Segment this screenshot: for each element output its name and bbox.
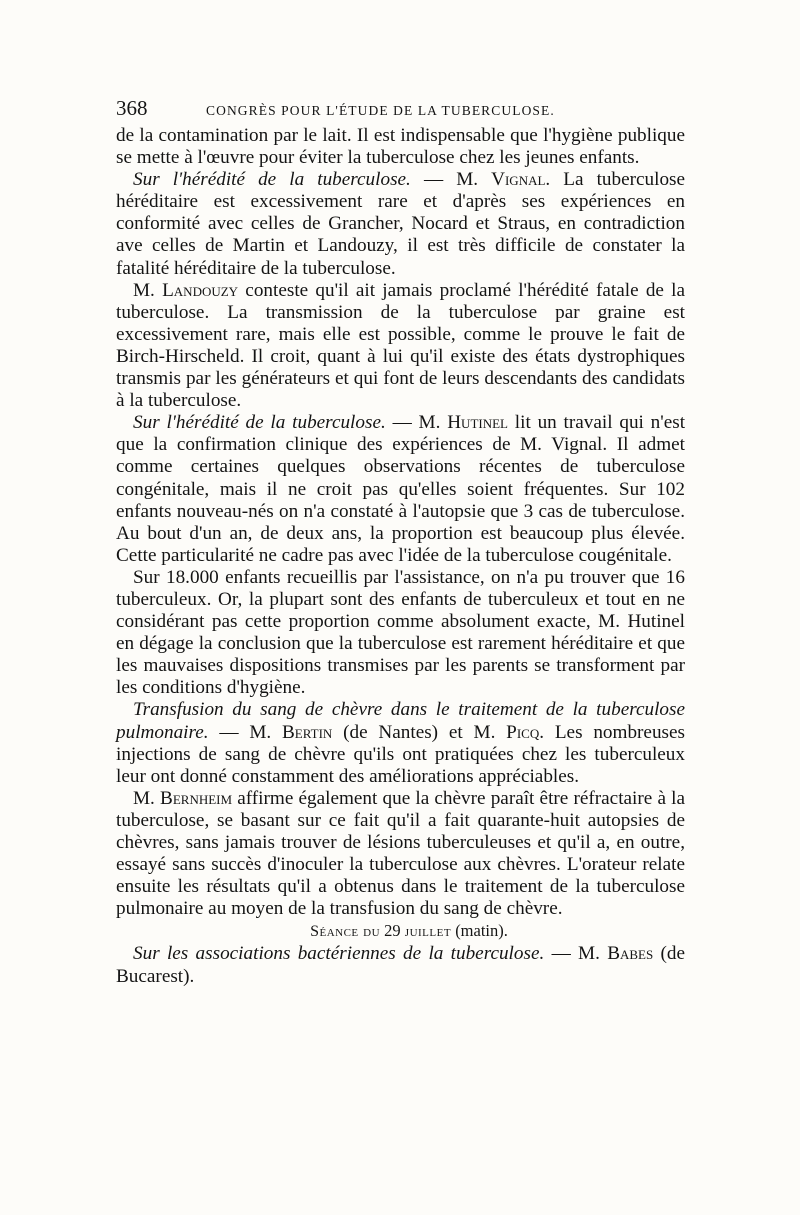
- paragraph-title: Sur l'hérédité de la tuberculose.: [133, 169, 411, 191]
- author-name: Landouzy: [162, 279, 239, 301]
- author-affiliation: (de Nantes) et M.: [343, 721, 496, 743]
- author-name: Vignal.: [491, 169, 551, 191]
- paragraph-transfusion: [116, 699, 685, 787]
- paragraph-text: conteste qu'il ait jamais proclamé l'hérédité fatale de la tuberculose. La transmission de la tuberculose par graine est excessivement rare, mais elle est possible, comme le prouve le fait de Birch-Hirscheld. Il croit, quant à lui qu'il existe des états dystrophiques transmis par les générateurs et qui font de leurs descendants des candidats à la tuberculose.: [116, 279, 685, 412]
- paragraph-text: La tuberculose héréditaire est excessivement rare et d'après ses expériences en conformité avec celles de Grancher, Nocard et Straus, en contradiction ave celles de Martin et Landouzy, il est très difficile de constater la fatalité héréditaire de la tuberculose.: [116, 169, 686, 279]
- running-title: CONGRÈS POUR L'ÉTUDE DE LA TUBERCULOSE.: [206, 103, 555, 118]
- paragraph-text: affirme également que la chèvre paraît être réfractaire à la tuberculose, se basant sur ce fait qu'il a fait quarante-huit autopsies de chèvres, sans jamais trouver de lésions tuberculeuses et qu'il a, en outre, essayé sans succès d'inoculer la tuberculose aux chèvres. L'orateur relate ensuite les résultats qu'il a obtenus dans le traitement de la tuberculose pulmonaire au moyen de la transfusion du sang de chèvre.: [116, 787, 685, 920]
- paragraph-title: Sur l'hérédité de la tuberculose.: [133, 412, 386, 434]
- paragraph-text: Les nombreuses injections de sang de chèvre qu'ils ont pratiquées chez les tuberculeux leur ont donné constamment des améliorations appréciables.: [116, 721, 685, 787]
- dash-author: — M.: [551, 943, 600, 965]
- paragraph-assistance: [116, 567, 685, 700]
- paragraph-text: Sur 18.000 enfants recueillis par l'assistance, on n'a pu trouver que 16 tuberculeux. Or, la plupart sont des enfants de tuberculeux et tout en ne considérant pas cette proportion comme absolument exacte, M. Hutinel en dégage la conclusion que la tuberculose est rarement héréditaire et que les mauvaises dispositions transmises par les parents se transforment par les conditions d'hygiène.: [116, 566, 685, 699]
- paragraph-text: (de Bucarest).: [116, 943, 686, 987]
- page-header: [116, 96, 696, 121]
- paragraph-text: lit un travail qui n'est que la confirmation clinique des expériences de M. Vignal. Il admet comme certaines quelques observations récentes de tuberculose congénitale, mais il ne croit pas qu'elles soient fréquentes. Sur 102 enfants nouveau-nés on n'a constaté à l'autopsie que 3 cas de tuberculose. Au bout d'un an, de deux ans, la proportion est beaucoup plus élevée. Cette particularité ne cadre pas avec l'idée de la tuberculose cougénitale.: [116, 412, 686, 566]
- author-name: Bernheim: [160, 787, 233, 809]
- author-name-2: Picq.: [506, 721, 545, 743]
- paragraph-landouzy: [116, 280, 685, 413]
- section-date: 29: [384, 921, 401, 941]
- section-heading: [116, 920, 685, 943]
- paragraph-babes: [116, 943, 685, 987]
- author-prefix: M.: [133, 787, 155, 809]
- page-number: 368: [116, 96, 148, 120]
- author-name: Bertin: [282, 721, 333, 743]
- section-period: (matin).: [455, 921, 508, 941]
- dash-author: — M.: [423, 169, 479, 191]
- paragraph-hutinel: [116, 412, 685, 567]
- paragraph-continuation: [116, 125, 685, 169]
- dash-author: — M.: [392, 412, 441, 434]
- paragraph-bernheim: [116, 788, 685, 921]
- author-name: Hutinel: [447, 412, 508, 434]
- paragraph-vignal: [116, 169, 685, 279]
- paragraph-text: de la contamination par le lait. Il est indispensable que l'hygiène publique se mette à l'œuvre pour éviter la tuberculose chez les jeunes enfants.: [116, 125, 685, 169]
- section-month: juillet: [404, 923, 452, 941]
- dash-author: — M.: [219, 721, 272, 743]
- paragraph-title: Transfusion du sang de chèvre dans le traitement de la tuberculose pulmonaire.: [116, 699, 685, 743]
- section-label: Séance du: [310, 923, 381, 941]
- author-prefix: M.: [133, 279, 155, 301]
- page-body: [116, 125, 685, 988]
- paragraph-title: Sur les associations bactériennes de la tuberculose.: [133, 943, 545, 965]
- author-name: Babes: [607, 943, 654, 965]
